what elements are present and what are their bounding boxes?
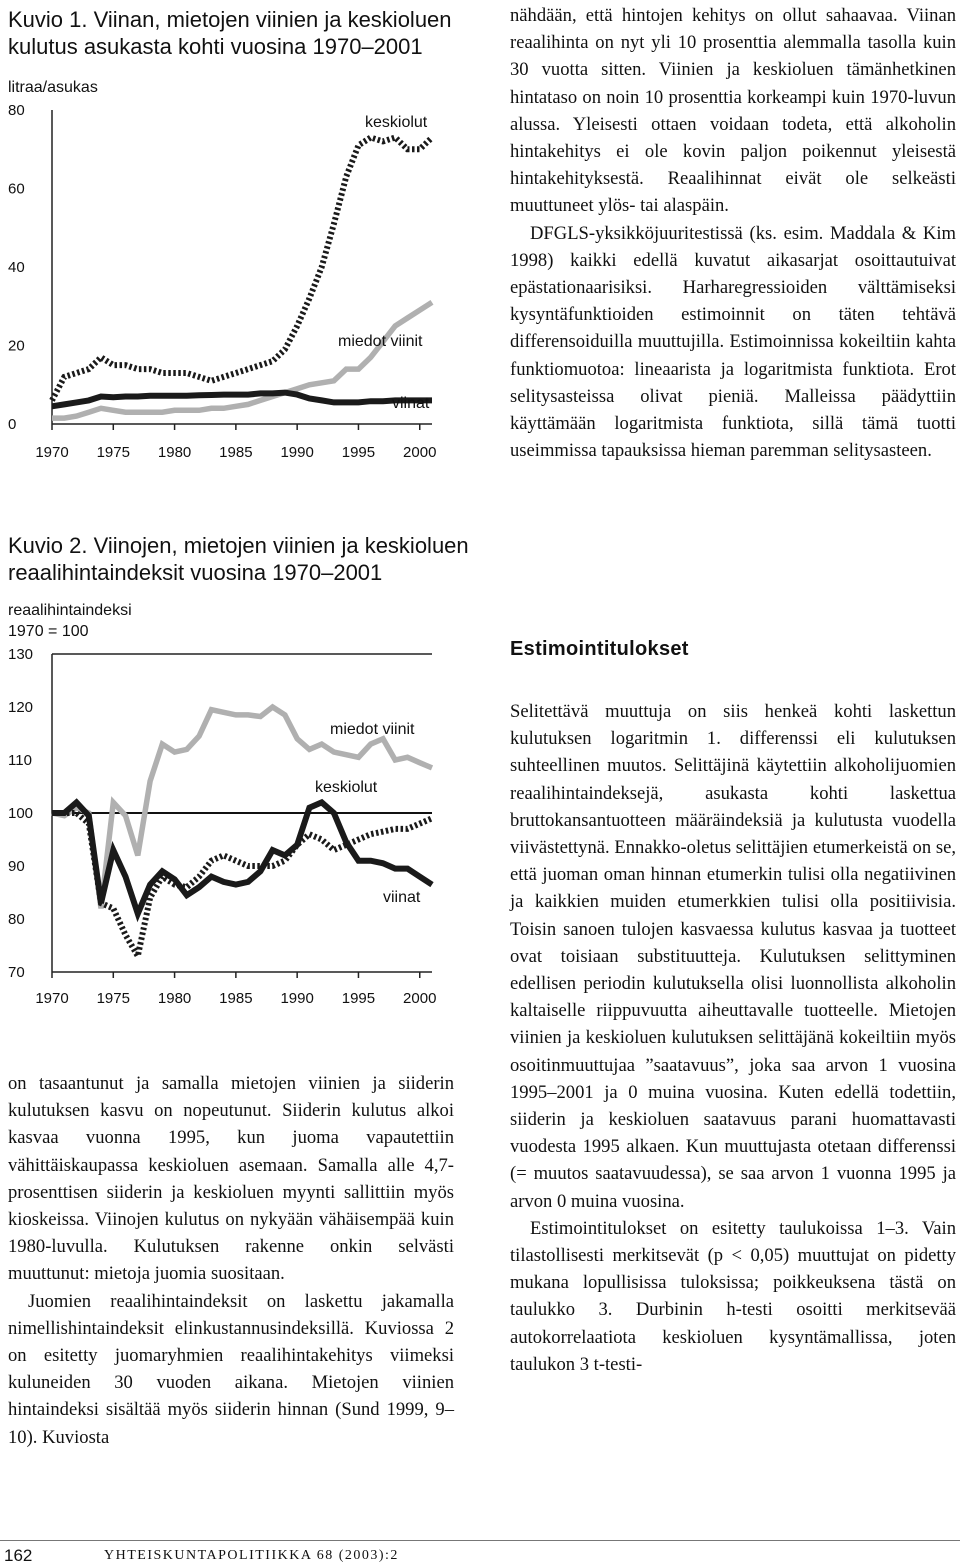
figure1-x-axis <box>35 424 436 461</box>
figure2-caption-line1: Kuvio 2. Viinojen, mietojen viinien ja keskioluen <box>8 533 469 558</box>
f2-xtick-label-1995: 1995 <box>341 990 376 1007</box>
figure1-y-axis <box>8 102 25 433</box>
journal-name: YHTEISKUNTAPOLITIIKKA 68 (2003):2 <box>104 1548 399 1563</box>
figure1-chart <box>0 90 470 490</box>
f1-xtick-label-1980: 1980 <box>157 444 192 461</box>
figure1-label-keskiolut: keskiolut <box>365 114 428 131</box>
figure1-series <box>52 138 432 419</box>
figure2-unit-line2: 1970 = 100 <box>8 623 89 640</box>
f2-ytick-label-90: 90 <box>8 858 25 875</box>
f2-ytick-label-110: 110 <box>8 752 32 769</box>
f2-xtick-label-1985: 1985 <box>219 990 253 1007</box>
figure2-caption-line2: reaalihintaindeksit vuosina 1970–2001 <box>8 560 383 585</box>
f2-xtick-label-1970: 1970 <box>35 990 69 1007</box>
f2-ytick-label-100: 100 <box>8 805 34 822</box>
right-paragraph-4: Estimointitulokset on esitetty taulukoissa 1–3. Vain tilastollisesti merkitsevät (p < 0,05) muuttujat on pidetty mukana lopullisissa tuloksissa; poikkeuksena tästä on taulukko 3. Durbinin h-testi osoitti merkitsevää autokorrelaatiota keskioluen kysyntämallissa, joten taulukon 3 t-testi- <box>510 1217 956 1375</box>
f2-xtick-label-1990: 1990 <box>280 990 314 1007</box>
f2-xtick-label-1975: 1975 <box>96 990 130 1007</box>
left-paragraph-2: Juomien reaalihintaindeksit on laskettu jakamalla nimellishintaindeksit elinkustannusindeksillä. Kuviossa 2 on esitetty juomaryhmien reaalihintakehitys viimeksi kuluneiden 30 vuoden aikana. Mietojen viinien hintaindeksi sisältää myös siiderin hinnan (Sund 1999, 9–10). Kuviosta <box>8 1290 454 1448</box>
f2-ytick-label-130: 130 <box>8 646 34 663</box>
figure2-label-keskiolut: keskiolut <box>315 779 378 796</box>
f2-ytick-label-120: 120 <box>8 699 34 716</box>
right-paragraph-2: DFGLS-yksikköjuuritestissä (ks. esim. Maddala & Kim 1998) kaikki edellä kuvatut aikasarjat osoittautuivat epästationaarisiksi. Harharegressioiden välttämiseksi kysyntäfunktioiden estimoinnit on täten tehtävä differensoiduilla muuttujilla. Estimoinnissa kokeiltiin kahta funktiomuotoa: lineaarista ja logaritmista funktiota. Erot selitysasteissa olivat pieniä. Malleissa päädyttiin käyttämään logaritmista funktiota, sillä tämä tuotti useimmissa tapauksissa hieman paremman selitysasteen. <box>510 222 956 462</box>
footer-rule <box>0 1540 960 1541</box>
figure2-label-viinat: viinat <box>383 889 421 906</box>
f1-xtick-label-1985: 1985 <box>219 444 253 461</box>
f1-ytick-label-60: 60 <box>8 180 25 198</box>
figure2-series <box>52 707 432 956</box>
f1-xtick-label-1995: 1995 <box>341 444 376 461</box>
figure2-frame <box>52 654 432 972</box>
figure1-caption-line2: kulutus asukasta kohti vuosina 1970–2001 <box>8 34 423 59</box>
figure1-caption-line1: Kuvio 1. Viinan, mietojen viinien ja keskioluen <box>8 7 452 32</box>
right-paragraph-3: Selitettävä muuttuja on siis henkeä kohti laskettun kulutuksen logaritmin 1. differenssi eli kulutuksen suhteellinen muutos. Selittäjinä käytettiin alkoholijuomien reaalihintaindeksejä, asukasta kohti laskettua bruttokansantuotteen määräindeksiä ja kulutusta vuodella viivästettynä. Ennakko-oletus selittäjien etumerkeistä on se, että juoman oman hinnan etumerkin tulisi olla negatiivinen ja kaikkien muiden etumerkkien tulisi olla positiivisia. Toisin sanoen tulojen kasvaessa kulutus kasvaa ja tuotteet ovat toisiaan substituutteja. Kulutuksen selittyminen edellisen periodin kulutuksella olisi luonnollista alkoholin kaltaiselle riippuvuutta aiheuttavalle tuotteelle. Mietojen viinien ja keskioluen kulutuksen selittäjänä kokeiltiin myös osoitinmuuttujaa ”saatavuus”, joka saa arvon 1 vuosina 1995–2001 ja 0 muina vuosina. Kuten edellä todettiin, siiderin ja keskioluen saatavuus parani huomattavasti vuodesta 1995 alkaen. Kun muuttujasta otetaan differenssi (= muutos saatavuudessa), se saa arvon 1 vuonna 1995 ja arvon 0 muina vuosina. <box>510 701 956 1212</box>
figure1-frame <box>52 110 432 424</box>
f2-xtick-label-1980: 1980 <box>157 990 192 1007</box>
f1-ytick-label-0: 0 <box>8 416 17 433</box>
right-column-bottom-text <box>510 698 956 1378</box>
f1-xtick-label-2000: 2000 <box>403 444 437 461</box>
f1-ytick-label-20: 20 <box>8 337 25 355</box>
figure2-x-axis <box>35 972 436 1007</box>
figure2-unit-line1: reaalihintaindeksi <box>8 602 132 619</box>
left-paragraph-1: on tasaantunut ja samalla mietojen viinien ja siiderin kulutuksen kasvu on nopeutunut. Siiderin kulutus alkoi kasvaa vuonna 1995, kun juoma vapautettiin vähittäiskaupassa keskioluen asemaan. Samalla alle 4,7-prosenttisen siiderin ja keskioluen myynti sallittiin myös kioskeissa. Viinojen kulutus on nykyään vähäisempää kuin 1980-luvulla. Kulutuksen rakenne onkin selvästi muuttunut: mietoja juomia suositaan. <box>8 1073 454 1285</box>
section-heading: Estimointitulokset <box>510 638 689 660</box>
figure1-caption <box>8 6 468 60</box>
right-column-top-text <box>510 2 956 464</box>
page-number: 162 <box>4 1546 33 1565</box>
f1-xtick-label-1975: 1975 <box>96 444 130 461</box>
figure2-caption <box>8 532 478 586</box>
figure2-chart <box>0 640 470 1020</box>
f1-xtick-label-1990: 1990 <box>280 444 314 461</box>
f1-ytick-label-40: 40 <box>8 259 25 276</box>
figure1-label-miedot-viinit: miedot viinit <box>338 333 423 350</box>
figure1-label-viinat: viinat <box>392 395 430 412</box>
figure1-unit-label: litraa/asukas <box>8 79 98 96</box>
f1-xtick-label-1970: 1970 <box>35 444 69 461</box>
figure2-label-miedot-viinit: miedot viinit <box>330 721 415 738</box>
right-paragraph-1: nähdään, että hintojen kehitys on ollut sahaavaa. Viinan reaalihinta on nyt yli 10 prosenttia alemmalla tasolla kuin 30 vuotta sitten. Viinien ja keskioluen tämänhetkinen hintataso on noin 10 prosenttia korkeampi kuin 1970-luvun alussa. Yleisesti ottaen voidaan todeta, että alkoholin hintakehitys ei ole kovin paljon poikennut yleisestä hintakehityksestä. Reaalihinnat eivät ole selkeästi muuttuneet ylös- tai alaspäin. <box>510 5 956 217</box>
f2-ytick-label-80: 80 <box>8 911 25 928</box>
f1-series-keskiolut <box>52 138 432 401</box>
left-column-text <box>8 1070 454 1451</box>
f2-xtick-label-2000: 2000 <box>403 990 437 1007</box>
f1-ytick-label-80: 80 <box>8 102 25 119</box>
f2-ytick-label-70: 70 <box>8 964 25 981</box>
figure2-y-axis <box>8 646 33 981</box>
figure2-unit-label <box>8 600 132 642</box>
